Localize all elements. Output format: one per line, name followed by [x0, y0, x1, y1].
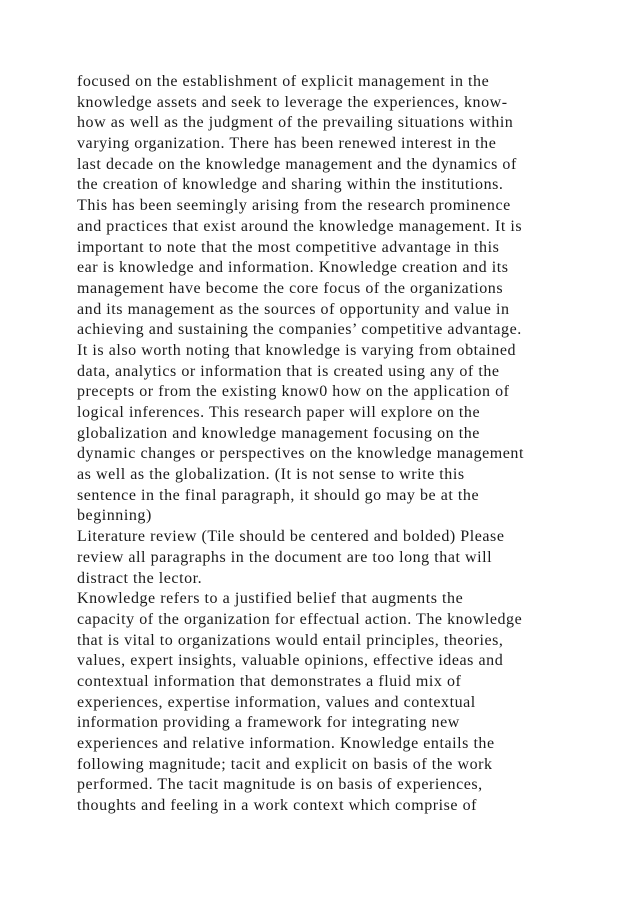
text-line: dynamic changes or perspectives on the knowledge management	[77, 445, 524, 463]
text-line: thoughts and feeling in a work context which comprise of	[77, 797, 478, 815]
text-line: achieving and sustaining the companies’ competitive advantage.	[77, 321, 522, 339]
text-line: important to note that the most competitive advantage in this	[77, 238, 500, 256]
text-line: sentence in the final paragraph, it should go may be at the	[77, 486, 480, 504]
text-line: following magnitude; tacit and explicit on basis of the work	[77, 755, 493, 773]
body-text	[77, 72, 617, 817]
text-line: contextual information that demonstrates a fluid mix of	[77, 672, 462, 690]
text-line: review all paragraphs in the document are too long that will	[77, 548, 493, 566]
text-line: how as well as the judgment of the prevailing situations within	[77, 114, 514, 132]
text-line: ear is knowledge and information. Knowledge creation and its	[77, 259, 509, 277]
text-line: focused on the establishment of explicit management in the	[77, 73, 490, 90]
text-line: and practices that exist around the knowledge management. It is	[77, 217, 523, 235]
text-line: experiences and relative information. Knowledge entails the	[77, 735, 495, 752]
text-line: the creation of knowledge and sharing within the institutions.	[77, 176, 504, 194]
text-line: data, analytics or information that is created using any of the	[77, 362, 500, 380]
text-line: distract the lector.	[77, 569, 203, 587]
text-line: management have become the core focus of the organizations	[77, 279, 504, 297]
text-line: varying organization. There has been renewed interest in the	[77, 135, 497, 153]
text-line: logical inferences. This research paper will explore on the	[77, 404, 481, 421]
text-line: precepts or from the existing know0 how on the application of	[77, 383, 510, 401]
text-line: that is vital to organizations would entail principles, theories,	[77, 631, 504, 649]
text-line: Literature review (Tile should be centered and bolded) Please	[77, 528, 505, 546]
text-line: as well as the globalization. (It is not sense to write this	[77, 466, 465, 484]
text-line: beginning)	[77, 507, 152, 525]
text-line: experiences, expertise information, values and contextual	[77, 693, 476, 711]
text-line: This has been seemingly arising from the research prominence	[77, 197, 511, 215]
text-line: performed. The tacit magnitude is on basis of experiences,	[77, 776, 483, 794]
text-line: Knowledge refers to a justified belief that augments the	[77, 590, 464, 608]
text-line: capacity of the organization for effectual action. The knowledge	[77, 610, 523, 628]
text-line: globalization and knowledge management focusing on the	[77, 424, 480, 442]
text-line: and its management as the sources of opportunity and value in	[77, 300, 510, 318]
text-line: last decade on the knowledge management and the dynamics of	[77, 155, 517, 173]
text-line: information providing a framework for integrating new	[77, 714, 460, 732]
text-line: values, expert insights, valuable opinions, effective ideas and	[77, 652, 504, 670]
text-line: It is also worth noting that knowledge is varying from obtained	[77, 341, 517, 359]
text-line: knowledge assets and seek to leverage the experiences, know-	[77, 93, 508, 111]
